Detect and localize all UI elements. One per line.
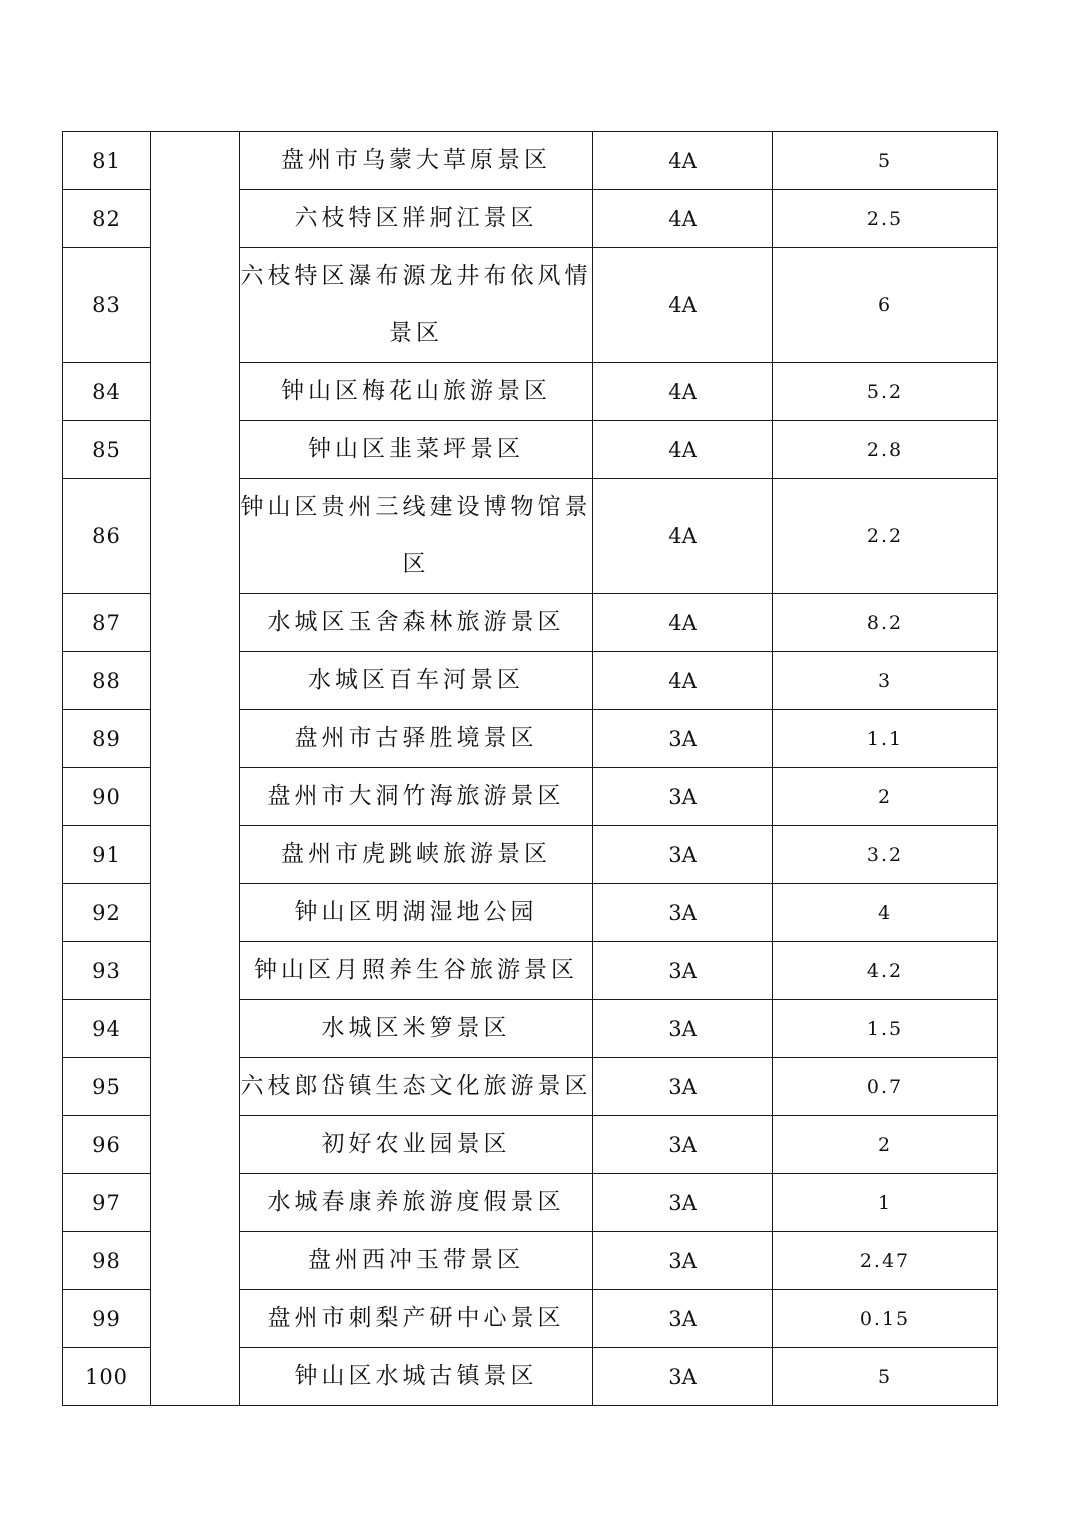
row-number-cell: 88 xyxy=(63,652,151,710)
merged-region-cell xyxy=(151,132,240,1406)
scenic-spot-name-cell: 六枝特区牂牁江景区 xyxy=(240,190,593,248)
value-cell: 2 xyxy=(773,1116,998,1174)
row-number-cell: 99 xyxy=(63,1290,151,1348)
scenic-spot-name-cell: 钟山区明湖湿地公园 xyxy=(240,884,593,942)
scenic-spot-name-cell: 初好农业园景区 xyxy=(240,1116,593,1174)
scenic-spot-name-cell: 钟山区月照养生谷旅游景区 xyxy=(240,942,593,1000)
scenic-spot-name-cell: 水城区百车河景区 xyxy=(240,652,593,710)
value-cell: 1.1 xyxy=(773,710,998,768)
grade-cell: 4A xyxy=(593,594,773,652)
grade-cell: 3A xyxy=(593,826,773,884)
grade-cell: 4A xyxy=(593,190,773,248)
scenic-spot-name-cell: 盘州市大洞竹海旅游景区 xyxy=(240,768,593,826)
row-number-cell: 95 xyxy=(63,1058,151,1116)
value-cell: 3 xyxy=(773,652,998,710)
scenic-spot-name-cell: 六枝特区瀑布源龙井布依风情景区 xyxy=(240,248,593,363)
value-cell: 6 xyxy=(773,248,998,363)
row-number-cell: 85 xyxy=(63,421,151,479)
scenic-spot-name-cell: 水城区玉舍森林旅游景区 xyxy=(240,594,593,652)
row-number-cell: 92 xyxy=(63,884,151,942)
value-cell: 2 xyxy=(773,768,998,826)
value-cell: 0.15 xyxy=(773,1290,998,1348)
scenic-spot-name-cell: 钟山区梅花山旅游景区 xyxy=(240,363,593,421)
grade-cell: 4A xyxy=(593,652,773,710)
row-number-cell: 82 xyxy=(63,190,151,248)
value-cell: 5.2 xyxy=(773,363,998,421)
scenic-spot-name-cell: 钟山区水城古镇景区 xyxy=(240,1348,593,1406)
row-number-cell: 86 xyxy=(63,479,151,594)
value-cell: 4 xyxy=(773,884,998,942)
grade-cell: 4A xyxy=(593,363,773,421)
grade-cell: 3A xyxy=(593,1348,773,1406)
scenic-spot-name-cell: 盘州市刺梨产研中心景区 xyxy=(240,1290,593,1348)
grade-cell: 4A xyxy=(593,132,773,190)
grade-cell: 4A xyxy=(593,248,773,363)
value-cell: 5 xyxy=(773,1348,998,1406)
scenic-spot-name-cell: 盘州市古驿胜境景区 xyxy=(240,710,593,768)
grade-cell: 3A xyxy=(593,1232,773,1290)
value-cell: 1.5 xyxy=(773,1000,998,1058)
row-number-cell: 100 xyxy=(63,1348,151,1406)
table-body xyxy=(63,132,998,1406)
grade-cell: 3A xyxy=(593,1116,773,1174)
table-row xyxy=(63,132,998,190)
row-number-cell: 84 xyxy=(63,363,151,421)
grade-cell: 3A xyxy=(593,1174,773,1232)
row-number-cell: 89 xyxy=(63,710,151,768)
scenic-spot-name-cell: 盘州市虎跳峡旅游景区 xyxy=(240,826,593,884)
row-number-cell: 97 xyxy=(63,1174,151,1232)
value-cell: 5 xyxy=(773,132,998,190)
scenic-spot-table xyxy=(62,131,998,1406)
grade-cell: 3A xyxy=(593,768,773,826)
scenic-spot-name-cell: 钟山区韭菜坪景区 xyxy=(240,421,593,479)
row-number-cell: 96 xyxy=(63,1116,151,1174)
grade-cell: 3A xyxy=(593,1058,773,1116)
grade-cell: 3A xyxy=(593,710,773,768)
value-cell: 4.2 xyxy=(773,942,998,1000)
value-cell: 1 xyxy=(773,1174,998,1232)
grade-cell: 4A xyxy=(593,479,773,594)
row-number-cell: 91 xyxy=(63,826,151,884)
grade-cell: 3A xyxy=(593,884,773,942)
grade-cell: 3A xyxy=(593,1000,773,1058)
scenic-spot-name-cell: 钟山区贵州三线建设博物馆景区 xyxy=(240,479,593,594)
grade-cell: 3A xyxy=(593,942,773,1000)
value-cell: 2.2 xyxy=(773,479,998,594)
scenic-spot-name-cell: 盘州西冲玉带景区 xyxy=(240,1232,593,1290)
scenic-spot-name-cell: 水城区米箩景区 xyxy=(240,1000,593,1058)
row-number-cell: 93 xyxy=(63,942,151,1000)
scenic-spot-name-cell: 水城春康养旅游度假景区 xyxy=(240,1174,593,1232)
row-number-cell: 83 xyxy=(63,248,151,363)
value-cell: 2.8 xyxy=(773,421,998,479)
value-cell: 2.5 xyxy=(773,190,998,248)
grade-cell: 4A xyxy=(593,421,773,479)
value-cell: 2.47 xyxy=(773,1232,998,1290)
row-number-cell: 87 xyxy=(63,594,151,652)
value-cell: 0.7 xyxy=(773,1058,998,1116)
row-number-cell: 98 xyxy=(63,1232,151,1290)
scenic-spot-name-cell: 六枝郎岱镇生态文化旅游景区 xyxy=(240,1058,593,1116)
row-number-cell: 81 xyxy=(63,132,151,190)
row-number-cell: 94 xyxy=(63,1000,151,1058)
scenic-spot-name-cell: 盘州市乌蒙大草原景区 xyxy=(240,132,593,190)
grade-cell: 3A xyxy=(593,1290,773,1348)
value-cell: 3.2 xyxy=(773,826,998,884)
value-cell: 8.2 xyxy=(773,594,998,652)
row-number-cell: 90 xyxy=(63,768,151,826)
